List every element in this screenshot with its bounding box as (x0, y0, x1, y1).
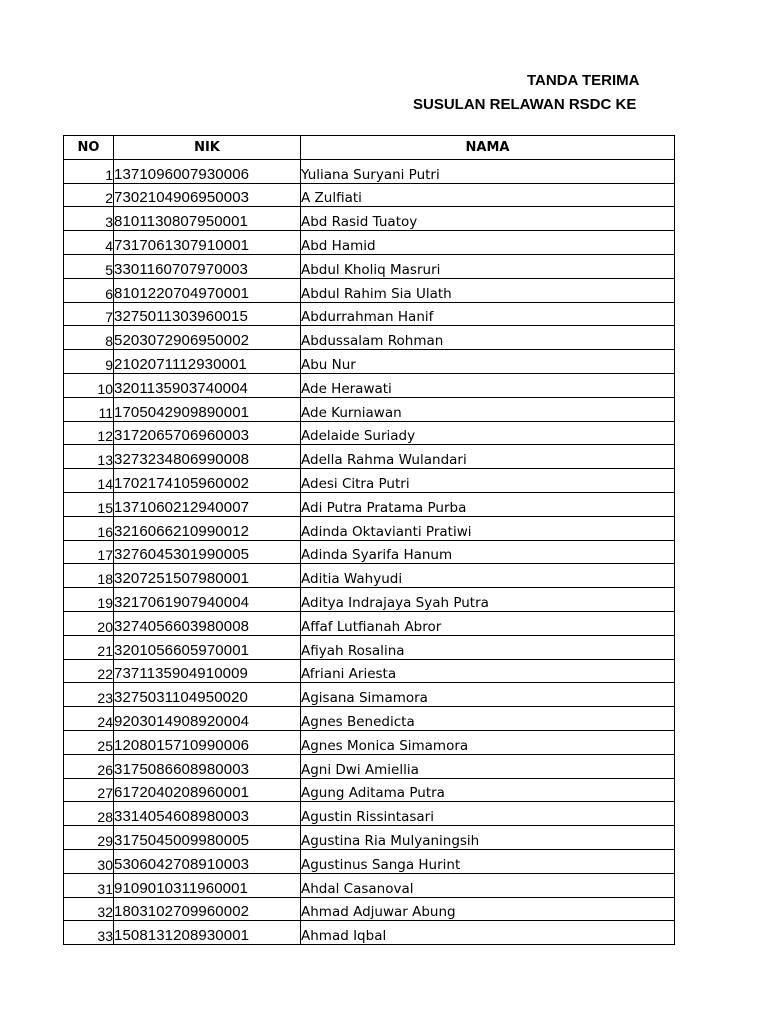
row-number-cell: 12 (64, 421, 114, 445)
row-number-cell: 7 (64, 302, 114, 326)
row-number-cell: 27 (64, 778, 114, 802)
name-cell: Agustina Ria Mulyaningsih (301, 826, 675, 850)
row-number-cell: 28 (64, 802, 114, 826)
row-number-cell: 30 (64, 849, 114, 873)
nik-cell: 1508131208930001 (114, 921, 301, 945)
name-cell: Ade Kurniawan (301, 397, 675, 421)
nik-cell: 5203072906950002 (114, 326, 301, 350)
table-row (64, 873, 675, 897)
row-number-cell: 6 (64, 278, 114, 302)
row-number-cell: 22 (64, 659, 114, 683)
nik-cell: 3275011303960015 (114, 302, 301, 326)
table-body (64, 159, 675, 944)
name-cell: Agni Dwi Amiellia (301, 754, 675, 778)
nik-cell: 7317061307910001 (114, 231, 301, 255)
row-number-cell: 20 (64, 611, 114, 635)
row-number-cell: 8 (64, 326, 114, 350)
table-row (64, 564, 675, 588)
name-cell: Yuliana Suryani Putri (301, 159, 675, 183)
row-number-cell: 32 (64, 897, 114, 921)
row-number-cell: 17 (64, 540, 114, 564)
row-number-cell: 29 (64, 826, 114, 850)
nik-cell: 2102071112930001 (114, 350, 301, 374)
name-cell: Adella Rahma Wulandari (301, 445, 675, 469)
row-number-cell: 13 (64, 445, 114, 469)
row-number-cell: 16 (64, 516, 114, 540)
name-cell: Ahmad Iqbal (301, 921, 675, 945)
table-row (64, 778, 675, 802)
document-subtitle: SUSULAN RELAWAN RSDC KE (413, 96, 637, 113)
row-number-cell: 24 (64, 707, 114, 731)
table-row (64, 231, 675, 255)
name-cell: Agung Aditama Putra (301, 778, 675, 802)
row-number-cell: 21 (64, 635, 114, 659)
name-cell: Agustin Rissintasari (301, 802, 675, 826)
table-row (64, 207, 675, 231)
table-row (64, 611, 675, 635)
table-row (64, 469, 675, 493)
table-row (64, 516, 675, 540)
table-header-row (64, 136, 675, 160)
name-cell: Afiyah Rosalina (301, 635, 675, 659)
row-number-cell: 14 (64, 469, 114, 493)
nik-cell: 3201135903740004 (114, 373, 301, 397)
name-cell: Adelaide Suriady (301, 421, 675, 445)
table-row (64, 445, 675, 469)
table-row (64, 540, 675, 564)
nik-cell: 7371135904910009 (114, 659, 301, 683)
name-cell: Afriani Ariesta (301, 659, 675, 683)
table-row (64, 302, 675, 326)
table-row (64, 350, 675, 374)
table-row (64, 659, 675, 683)
name-cell: Abd Hamid (301, 231, 675, 255)
nik-cell: 3207251507980001 (114, 564, 301, 588)
name-cell: Agisana Simamora (301, 683, 675, 707)
nik-cell: 3217061907940004 (114, 588, 301, 612)
row-number-cell: 3 (64, 207, 114, 231)
table-row (64, 921, 675, 945)
column-header-nik: NIK (114, 136, 301, 160)
table-row (64, 635, 675, 659)
nik-cell: 9203014908920004 (114, 707, 301, 731)
nik-cell: 1371096007930006 (114, 159, 301, 183)
table-row (64, 421, 675, 445)
row-number-cell: 23 (64, 683, 114, 707)
row-number-cell: 4 (64, 231, 114, 255)
column-header-nama: NAMA (301, 136, 675, 160)
table-row (64, 802, 675, 826)
nik-cell: 1371060212940007 (114, 492, 301, 516)
nik-cell: 1705042909890001 (114, 397, 301, 421)
table-row (64, 707, 675, 731)
nik-cell: 9109010311960001 (114, 873, 301, 897)
nik-cell: 1208015710990006 (114, 730, 301, 754)
table-row (64, 730, 675, 754)
nik-cell: 3276045301990005 (114, 540, 301, 564)
row-number-cell: 11 (64, 397, 114, 421)
table-row (64, 254, 675, 278)
table-row (64, 373, 675, 397)
nik-cell: 3175086608980003 (114, 754, 301, 778)
name-cell: Abdussalam Rohman (301, 326, 675, 350)
name-cell: Adi Putra Pratama Purba (301, 492, 675, 516)
name-cell: Abdul Rahim Sia Ulath (301, 278, 675, 302)
name-cell: Ahmad Adjuwar Abung (301, 897, 675, 921)
name-cell: Adinda Syarifa Hanum (301, 540, 675, 564)
nik-cell: 3201056605970001 (114, 635, 301, 659)
name-cell: Adesi Citra Putri (301, 469, 675, 493)
nik-cell: 7302104906950003 (114, 183, 301, 207)
row-number-cell: 1 (64, 159, 114, 183)
column-header-no: NO (64, 136, 114, 160)
nik-cell: 3175045009980005 (114, 826, 301, 850)
row-number-cell: 18 (64, 564, 114, 588)
row-number-cell: 26 (64, 754, 114, 778)
name-cell: Abd Rasid Tuatoy (301, 207, 675, 231)
nik-cell: 3275031104950020 (114, 683, 301, 707)
nik-cell: 5306042708910003 (114, 849, 301, 873)
table-row (64, 326, 675, 350)
row-number-cell: 31 (64, 873, 114, 897)
table-row (64, 826, 675, 850)
nik-cell: 3216066210990012 (114, 516, 301, 540)
nik-cell: 3301160707970003 (114, 254, 301, 278)
nik-cell: 6172040208960001 (114, 778, 301, 802)
nik-cell: 1803102709960002 (114, 897, 301, 921)
row-number-cell: 25 (64, 730, 114, 754)
name-cell: Affaf Lutfianah Abror (301, 611, 675, 635)
table-row (64, 397, 675, 421)
nik-cell: 3273234806990008 (114, 445, 301, 469)
table-row (64, 683, 675, 707)
row-number-cell: 15 (64, 492, 114, 516)
name-cell: Ade Herawati (301, 373, 675, 397)
name-cell: Agnes Benedicta (301, 707, 675, 731)
row-number-cell: 10 (64, 373, 114, 397)
nik-cell: 3172065706960003 (114, 421, 301, 445)
table-row (64, 278, 675, 302)
table-row (64, 849, 675, 873)
row-number-cell: 9 (64, 350, 114, 374)
row-number-cell: 5 (64, 254, 114, 278)
name-cell: Abu Nur (301, 350, 675, 374)
name-cell: Aditya Indrajaya Syah Putra (301, 588, 675, 612)
row-number-cell: 2 (64, 183, 114, 207)
document-title: TANDA TERIMA (527, 72, 640, 89)
row-number-cell: 19 (64, 588, 114, 612)
name-cell: Adinda Oktavianti Pratiwi (301, 516, 675, 540)
table-row (64, 183, 675, 207)
table-row (64, 492, 675, 516)
name-cell: Agnes Monica Simamora (301, 730, 675, 754)
row-number-cell: 33 (64, 921, 114, 945)
name-cell: Agustinus Sanga Hurint (301, 849, 675, 873)
table-row (64, 897, 675, 921)
name-cell: Aditia Wahyudi (301, 564, 675, 588)
table-row (64, 588, 675, 612)
name-cell: Ahdal Casanoval (301, 873, 675, 897)
name-cell: A Zulfiati (301, 183, 675, 207)
table-row (64, 159, 675, 183)
table-row (64, 754, 675, 778)
nik-cell: 8101130807950001 (114, 207, 301, 231)
name-cell: Abdurrahman Hanif (301, 302, 675, 326)
nik-cell: 1702174105960002 (114, 469, 301, 493)
name-cell: Abdul Kholiq Masruri (301, 254, 675, 278)
nik-cell: 8101220704970001 (114, 278, 301, 302)
nik-cell: 3314054608980003 (114, 802, 301, 826)
nik-cell: 3274056603980008 (114, 611, 301, 635)
recipient-table (63, 135, 675, 945)
